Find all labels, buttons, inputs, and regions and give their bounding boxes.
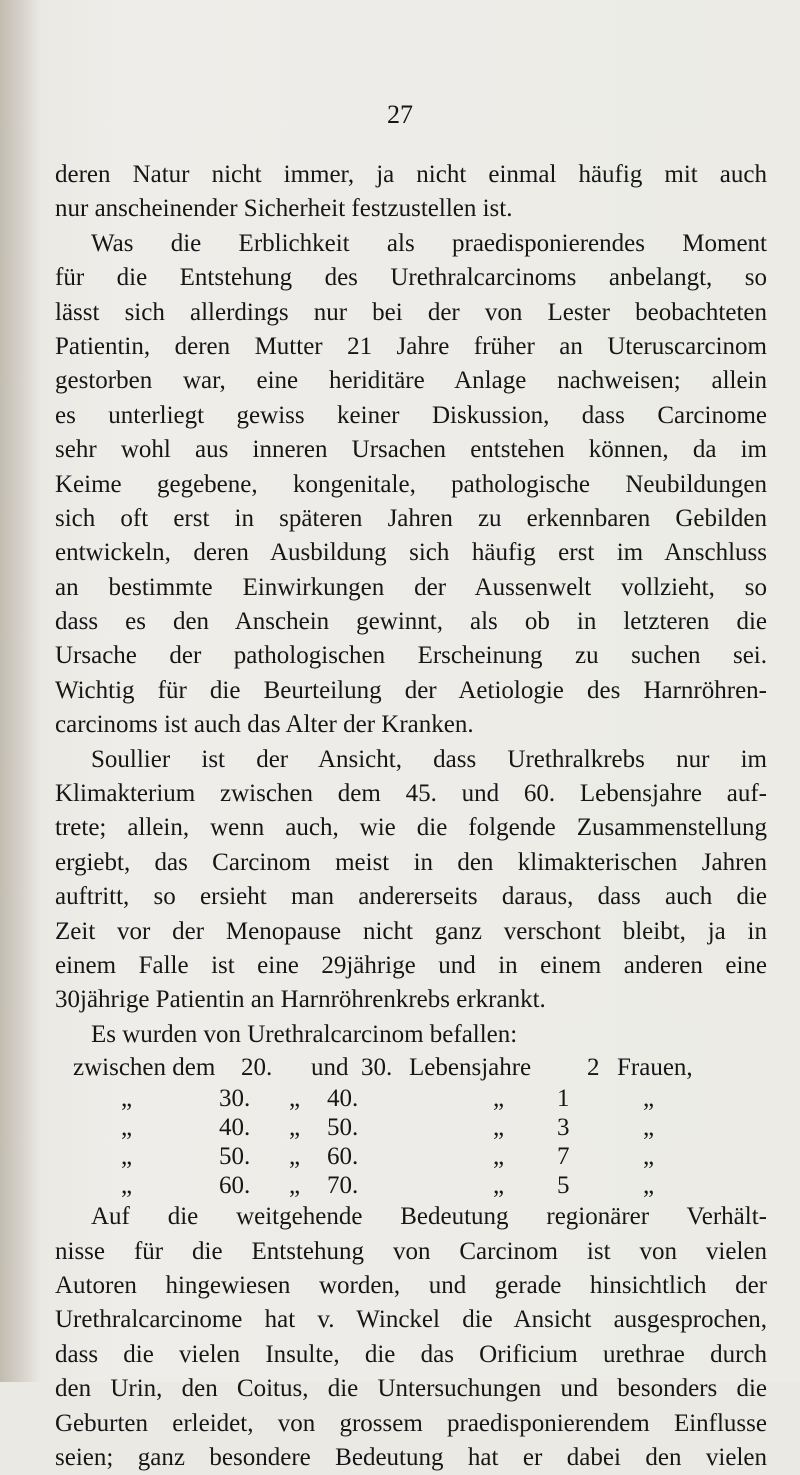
text-line: an bestimmte Einwirkungen der Aussenwelt vollzieht, so [55, 573, 767, 601]
table-count: 1 [557, 1085, 570, 1113]
text-line: es unterliegt gewiss keiner Diskussion, dass Carcinome [55, 401, 767, 429]
text-line: einem Falle ist eine 29jährige und in einem anderen eine [55, 951, 767, 979]
text-line: sich oft erst in späteren Jahren zu erkennbaren Gebilden [55, 504, 767, 532]
table-label: Lebensjahre [409, 1054, 532, 1082]
text-line: entwickeln, deren Ausbildung sich häufig erst im Anschluss [55, 539, 767, 567]
paragraph-2 [55, 227, 767, 743]
table-und: und [311, 1054, 349, 1082]
table-unit: Frauen, [617, 1054, 693, 1082]
text-line: ergiebt, das Carcinom meist in den klimakterischen Jahren [55, 848, 767, 876]
table-to: 60. [327, 1143, 359, 1171]
table-to: 40. [327, 1085, 359, 1113]
ditto-mark: „ [289, 1143, 301, 1171]
table-from: 20. [241, 1054, 273, 1082]
table-row [55, 1084, 767, 1113]
paragraph-1 [55, 158, 767, 227]
text-line: gestorben war, eine heriditäre Anlage nachweisen; allein [55, 367, 767, 395]
page-number: 27 [387, 100, 413, 129]
text-line: Urethralcarcinome hat v. Winckel die Ansicht ausgesprochen, [55, 1306, 767, 1334]
text-line: carcinoms ist auch das Alter der Kranken. [55, 711, 474, 739]
text-line: seien; ganz besondere Bedeutung hat er dabei den vielen [55, 1443, 767, 1471]
text-line: Patientin, deren Mutter 21 Jahre früher an Uteruscarcinom [55, 332, 767, 360]
text-line: Geburten erleidet, von grossem praedisponierendem Einflusse [55, 1409, 767, 1437]
paragraph-4 [55, 1200, 767, 1475]
table-from: 40. [219, 1114, 251, 1142]
table-to: 70. [327, 1172, 359, 1200]
table-count: 3 [557, 1114, 570, 1142]
page-edge-shadow [0, 0, 40, 1382]
text-line: den Urin, den Coitus, die Untersuchungen und besonders die [55, 1375, 767, 1403]
table-intro: Es wurden von Urethralcarcinom befallen: [91, 1020, 518, 1048]
text-line: Was die Erblichkeit als praedisponierendes Moment [91, 229, 767, 257]
text-line: Auf die weitgehende Bedeutung regionärer Verhält- [91, 1203, 767, 1231]
text-line: deren Natur nicht immer, ja nicht einmal häufig mit auch [55, 161, 767, 188]
ditto-mark: „ [643, 1172, 655, 1200]
text-line: Zeit vor der Menopause nicht ganz verschont bleibt, ja in [55, 917, 767, 945]
table-row [55, 1052, 767, 1084]
text-line: nur anscheinender Sicherheit festzustellen ist. [55, 195, 513, 223]
table-prefix: zwischen dem [73, 1054, 216, 1082]
text-line: 30jährige Patientin an Harnröhrenkrebs erkrankt. [55, 986, 546, 1014]
table-from: 50. [219, 1143, 251, 1171]
text-line: Ursache der pathologischen Erscheinung zu suchen sei. [55, 642, 767, 670]
text-line: dass die vielen Insulte, die das Orificium urethrae durch [55, 1340, 767, 1368]
ditto-mark: „ [643, 1114, 655, 1142]
ditto-mark: „ [493, 1172, 505, 1200]
text-line: trete; allein, wenn auch, wie die folgende Zusammenstellung [55, 814, 767, 842]
table-from: 60. [219, 1172, 251, 1200]
table-count: 7 [557, 1143, 570, 1171]
table-count: 5 [557, 1172, 570, 1200]
ditto-mark: „ [289, 1085, 301, 1113]
table-to: 50. [327, 1114, 359, 1142]
text-line: für die Entstehung des Urethralcarcinoms anbelangt, so [55, 264, 767, 292]
table-from: 30. [219, 1085, 251, 1113]
ditto-mark: „ [121, 1085, 133, 1113]
text-line: dass es den Anschein gewinnt, als ob in letzteren die [55, 608, 767, 636]
ditto-mark: „ [493, 1143, 505, 1171]
text-line: Klimakterium zwischen dem 45. und 60. Lebensjahre auf- [55, 780, 767, 808]
table-row [55, 1142, 767, 1171]
ditto-mark: „ [643, 1085, 655, 1113]
paragraph-3 [55, 743, 767, 1018]
ditto-mark: „ [121, 1143, 133, 1171]
body-text [55, 158, 767, 1475]
ditto-mark: „ [289, 1172, 301, 1200]
text-line: auftritt, so ersieht man andererseits daraus, dass auch die [55, 883, 767, 911]
text-line: Keime gegebene, kongenitale, pathologische Neubildungen [55, 470, 767, 498]
table-row [55, 1171, 767, 1200]
ditto-mark: „ [643, 1143, 655, 1171]
text-line: sehr wohl aus inneren Ursachen entstehen können, da im [55, 436, 767, 464]
ditto-mark: „ [121, 1172, 133, 1200]
table-row [55, 1113, 767, 1142]
text-line: Wichtig für die Beurteilung der Aetiologie des Harnröhren- [55, 676, 767, 704]
age-table [55, 1052, 767, 1200]
text-line: Autoren hingewiesen worden, und gerade hinsichtlich der [55, 1271, 767, 1299]
text-line: Soullier ist der Ansicht, dass Urethralkrebs nur im [91, 745, 767, 773]
text-line: nisse für die Entstehung von Carcinom ist von vielen [55, 1237, 767, 1265]
table-count: 2 [587, 1054, 600, 1082]
ditto-mark: „ [289, 1114, 301, 1142]
ditto-mark: „ [493, 1085, 505, 1113]
text-line: lässt sich allerdings nur bei der von Lester beobachteten [55, 298, 767, 326]
ditto-mark: „ [493, 1114, 505, 1142]
ditto-mark: „ [121, 1114, 133, 1142]
table-to: 30. [361, 1054, 393, 1082]
